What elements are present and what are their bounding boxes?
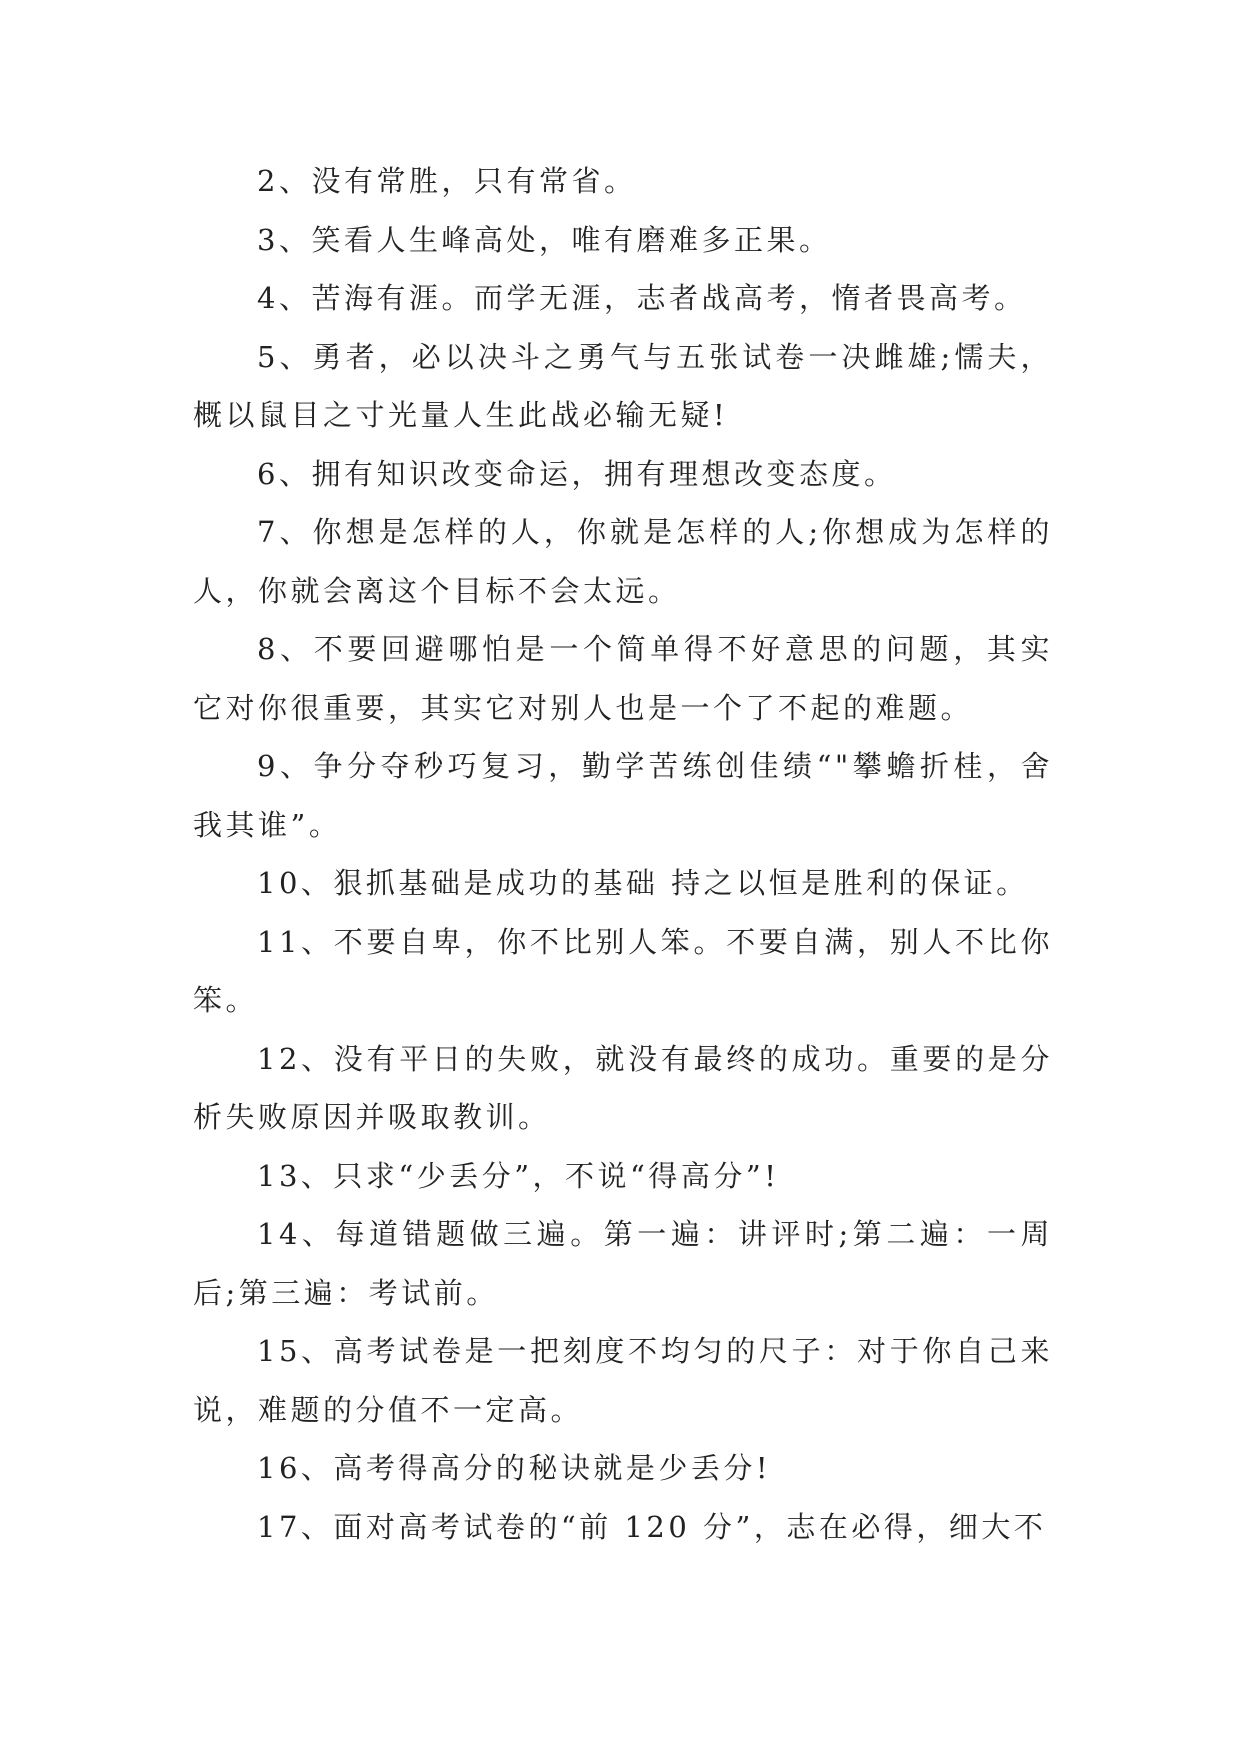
document-body: [193, 152, 1053, 1556]
paragraph-9: 9、争分夺秒巧复习，勤学苦练创佳绩“"攀蟾折桂，舍我其谁”。: [193, 749, 1053, 842]
paragraph-17: 17、面对高考试卷的“前 120 分”，志在必得，细大不: [257, 1509, 1047, 1544]
paragraph-7: 7、你想是怎样的人，你就是怎样的人;你想成为怎样的人，你就会离这个目标不会太远。: [193, 515, 1053, 608]
paragraph-3: 3、笑看人生峰高处，唯有磨难多正果。: [257, 222, 832, 257]
paragraph-8: 8、不要回避哪怕是一个简单得不好意思的问题，其实它对你很重要，其实它对别人也是一个了不起的难题。: [193, 632, 1053, 725]
paragraph-10: 10、狠抓基础是成功的基础 持之以恒是胜利的保证。: [257, 866, 1029, 900]
paragraph-5: 5、勇者，必以决斗之勇气与五张试卷一决雌雄;懦夫，概以鼠目之寸光量人生此战必输无疑!: [193, 339, 1053, 432]
paragraph-16: 16、高考得高分的秘诀就是少丢分!: [257, 1451, 772, 1485]
paragraph-4: 4、苦海有涯。而学无涯，志者战高考，惰者畏高考。: [257, 281, 1027, 315]
paragraph-6: 6、拥有知识改变命运，拥有理想改变态度。: [257, 456, 897, 491]
paragraph-12: 12、没有平日的失败，就没有最终的成功。重要的是分析失败原因并吸取教训。: [193, 1041, 1053, 1134]
paragraph-15: 15、高考试卷是一把刻度不均匀的尺子：对于你自己来说，难题的分值不一定高。: [193, 1334, 1053, 1427]
paragraph-13: 13、只求“少丢分”，不说“得高分”!: [257, 1158, 780, 1193]
paragraph-14: 14、每道错题做三遍。第一遍：讲评时;第二遍：一周后;第三遍：考试前。: [193, 1217, 1053, 1310]
paragraph-11: 11、不要自卑，你不比别人笨。不要自满，别人不比你笨。: [193, 924, 1053, 1017]
paragraph-2: 2、没有常胜，只有常省。: [257, 164, 637, 198]
